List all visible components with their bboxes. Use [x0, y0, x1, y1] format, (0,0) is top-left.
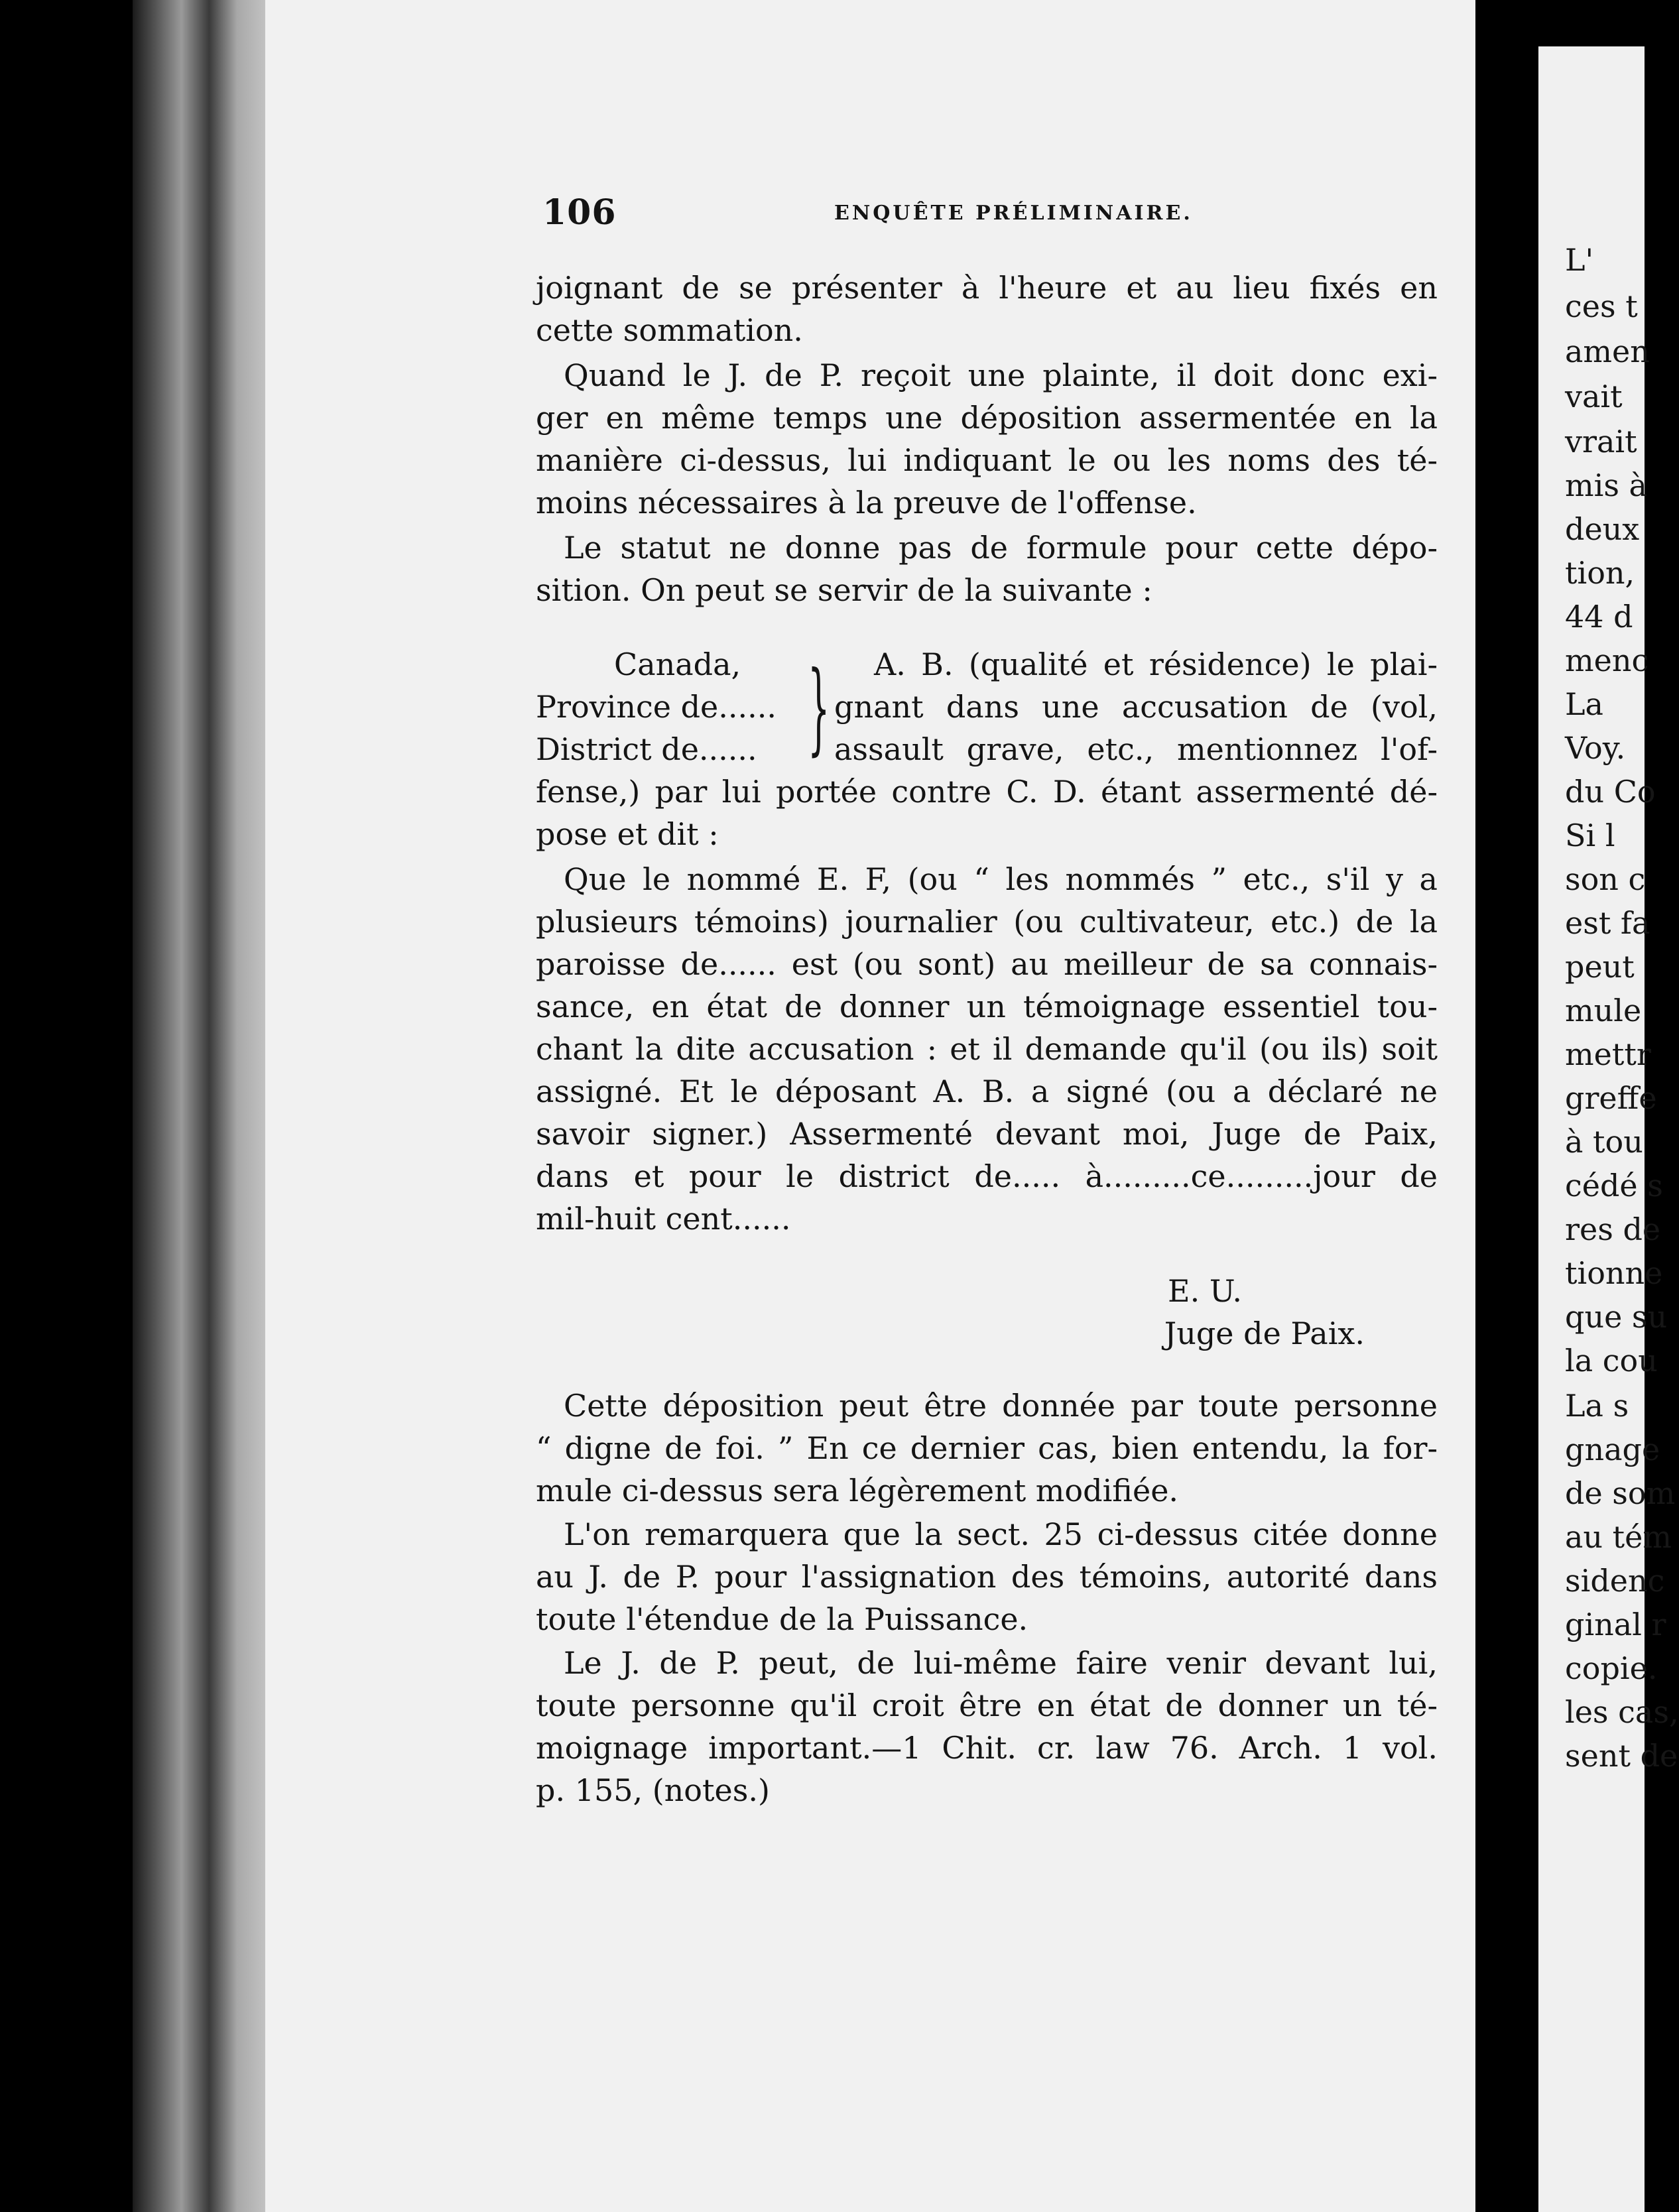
facing-page-text-fragment: Si l	[1565, 818, 1615, 853]
paragraph-6	[536, 1642, 1438, 1812]
text-line: pose et dit :	[536, 816, 719, 852]
text-line: mil-huit cent......	[536, 1201, 791, 1237]
paragraph-2	[536, 354, 1438, 524]
curly-brace: }	[808, 650, 830, 766]
facing-page-text-fragment: La	[1565, 686, 1603, 722]
facing-page-text-fragment: 44 d	[1565, 599, 1633, 635]
form-complainant-text	[834, 643, 1438, 770]
page-number: 106	[542, 192, 617, 233]
header-title: ENQUÊTE PRÉLIMINAIRE.	[834, 202, 1193, 225]
text-line: toute l'étendue de la Puissance.	[536, 1601, 1028, 1637]
facing-page-text-fragment: mis à	[1565, 467, 1647, 503]
facing-page-text-fragment: Voy.	[1565, 730, 1626, 766]
text-line: moins nécessaires à la preuve de l'offense.	[536, 485, 1197, 521]
facing-page-text-fragment: au tém	[1565, 1519, 1672, 1555]
facing-page-text-fragment: à tou	[1565, 1124, 1643, 1160]
form-country: Canada,	[614, 646, 741, 682]
facing-page-text-fragment: copie.	[1565, 1650, 1658, 1686]
facing-page-text-fragment: res de	[1565, 1211, 1661, 1247]
page-gutter-shadow	[1475, 0, 1538, 2212]
facing-page-text-fragment: L'	[1565, 242, 1594, 278]
form-jurisdiction	[536, 643, 814, 770]
facing-page-text-fragment: tion,	[1565, 555, 1635, 591]
text-line: gnant dans une accusation de (vol,	[834, 689, 1438, 725]
form-continuation	[536, 770, 1438, 855]
text-line: L'on remarquera que la sect. 25 ci-dessus citée donne	[564, 1516, 1438, 1552]
facing-page-text-fragment: est fa	[1565, 905, 1650, 941]
text-line: Le statut ne donne pas de formule pour cette dépo-	[564, 530, 1438, 566]
facing-page-text-fragment: sidenc	[1565, 1563, 1665, 1599]
text-line: mule ci-dessus sera légèrement modifiée.	[536, 1473, 1179, 1508]
text-line: Que le nommé E. F, (ou “ les nommés ” etc., s'il y a	[564, 861, 1438, 897]
facing-page-text-fragment: vait	[1565, 379, 1623, 414]
text-line: manière ci-dessus, lui indiquant le ou les noms des té-	[536, 442, 1438, 478]
text-line: p. 155, (notes.)	[536, 1772, 770, 1808]
facing-page-text-fragment: vrait	[1565, 424, 1637, 460]
text-line: Cette déposition peut être donnée par toute personne	[564, 1388, 1438, 1424]
paragraph-5	[536, 1513, 1438, 1640]
text-line: fense,) par lui portée contre C. D. étant assermenté dé-	[536, 774, 1438, 810]
text-line: Quand le J. de P. reçoit une plainte, il doit donc exi-	[564, 357, 1438, 393]
facing-page-text-fragment: peut	[1565, 949, 1635, 985]
facing-page-text-fragment: sent de	[1565, 1738, 1678, 1774]
paragraph-4	[536, 1384, 1438, 1512]
facing-page-text-fragment: mettr	[1565, 1036, 1651, 1072]
signature-initials: E. U.	[1168, 1273, 1242, 1309]
text-line: sition. On peut se servir de la suivante :	[536, 572, 1152, 608]
facing-page-text-fragment: greffe	[1565, 1080, 1657, 1116]
facing-page-text-fragment: son c	[1565, 861, 1646, 897]
text-line: dans et pour le district de..... à.........ce.........jour de	[536, 1158, 1438, 1194]
text-line: assault grave, etc., mentionnez l'of-	[834, 731, 1438, 767]
facing-page-text-fragment: gnage	[1565, 1432, 1660, 1467]
paragraph-1	[536, 267, 1438, 351]
facing-page-text-fragment: La s	[1565, 1388, 1629, 1424]
form-body	[536, 858, 1438, 1240]
text-line: joignant de se présenter à l'heure et au lieu fixés en	[536, 270, 1438, 306]
text-line: A. B. (qualité et résidence) le plai-	[874, 646, 1438, 682]
text-line: savoir signer.) Assermenté devant moi, Juge de Paix,	[536, 1116, 1438, 1152]
facing-page-fragment	[1538, 46, 1679, 2212]
text-line: moignage important.—1 Chit. cr. law 76. Arch. 1 vol.	[536, 1730, 1438, 1766]
text-line: sance, en état de donner un témoignage essentiel tou-	[536, 989, 1438, 1024]
facing-page-text-fragment: ces t	[1565, 288, 1638, 324]
form-district: District de......	[536, 731, 757, 767]
facing-page-text-fragment: les cas,	[1565, 1694, 1679, 1730]
facing-page-text-fragment: tionne	[1565, 1255, 1663, 1291]
text-line: au J. de P. pour l'assignation des témoins, autorité dans	[536, 1559, 1438, 1595]
facing-page-text-fragment: mule	[1565, 993, 1642, 1028]
facing-page-text-fragment: amen	[1565, 334, 1650, 369]
signature-title: Juge de Paix.	[1164, 1316, 1365, 1351]
text-line: toute personne qu'il croit être en état de donner un té-	[536, 1688, 1438, 1723]
text-line: chant la dite accusation : et il demande qu'il (ou ils) soit	[536, 1031, 1438, 1067]
facing-page-text-fragment: menc	[1565, 643, 1649, 678]
text-line: Le J. de P. peut, de lui-même faire venir devant lui,	[564, 1645, 1438, 1681]
facing-page-text-fragment: cédé s	[1565, 1168, 1663, 1203]
paragraph-3	[536, 526, 1438, 611]
facing-page-text-fragment: ginal r	[1565, 1607, 1666, 1642]
facing-page-text-fragment: de som	[1565, 1475, 1676, 1511]
running-head	[542, 192, 1431, 239]
facing-page-text-fragment: la cou	[1565, 1343, 1658, 1379]
text-line: assigné. Et le déposant A. B. a signé (ou a déclaré ne	[536, 1074, 1438, 1109]
text-line: “ digne de foi. ” En ce dernier cas, bien entendu, la for-	[536, 1430, 1438, 1466]
book-binding-edge	[133, 0, 272, 2212]
text-line: paroisse de...... est (ou sont) au meilleur de sa connais-	[536, 946, 1438, 982]
text-line: cette sommation.	[536, 312, 803, 348]
facing-page-text-fragment: du Co	[1565, 774, 1656, 810]
facing-page-text-fragment: deux	[1565, 511, 1640, 547]
facing-page-text-fragment: que su	[1565, 1299, 1668, 1335]
text-line: plusieurs témoins) journalier (ou cultivateur, etc.) de la	[536, 904, 1438, 940]
text-line: ger en même temps une déposition assermentée en la	[536, 400, 1438, 436]
form-province: Province de......	[536, 689, 777, 725]
